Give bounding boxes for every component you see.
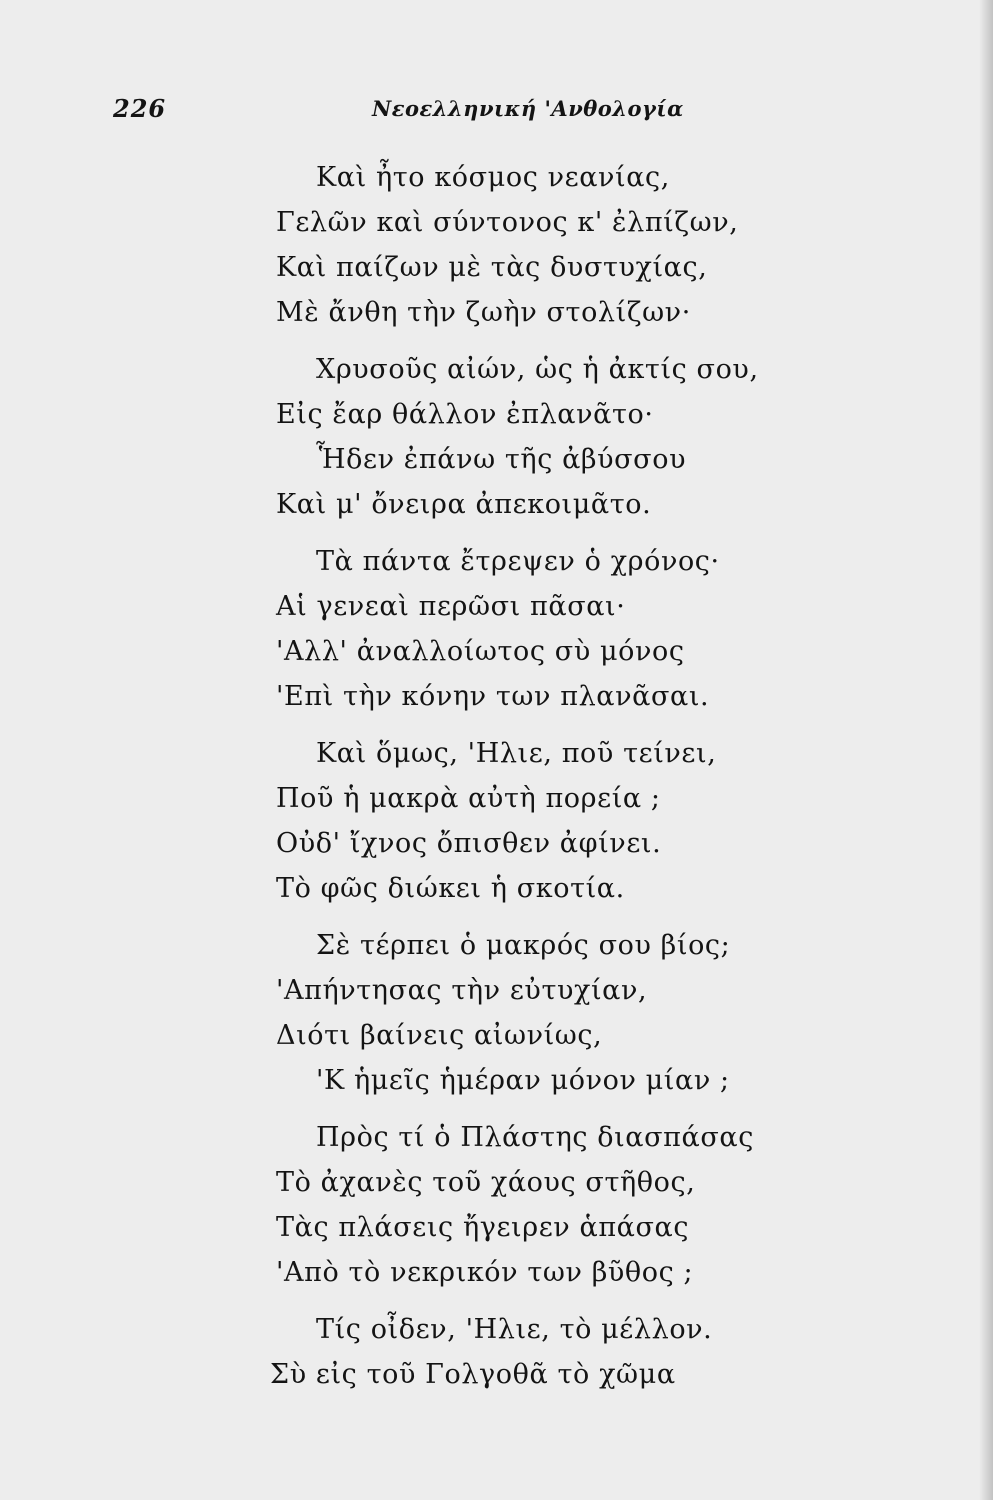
poem-line: 'Απὸ τὸ νεκρικόν των βῦθος ; — [276, 1257, 694, 1288]
poem-line: Χρυσοῦς αἰών, ὡς ἡ ἀκτίς σου, — [316, 354, 759, 385]
poem-line: Διότι βαίνεις αἰωνίως, — [276, 1020, 603, 1051]
poem-line: Ποῦ ἡ μακρὰ αὐτὴ πορεία ; — [276, 783, 661, 814]
poem-line: Οὐδ' ἴχνος ὄπισθεν ἀφίνει. — [276, 828, 662, 859]
poem-line: Ἧδεν ἐπάνω τῆς ἀβύσσου — [316, 444, 687, 475]
poem-line: Καὶ ἦτο κόσμος νεανίας, — [316, 162, 670, 193]
poem-line: Τὸ ἀχανὲς τοῦ χάους στῆθος, — [276, 1167, 696, 1198]
running-title: Νεοελληνική 'Ανθολογία — [372, 96, 684, 121]
poem-line: Σὲ τέρπει ὁ μακρός σου βίος; — [316, 930, 731, 961]
page-number: 226 — [113, 94, 167, 123]
poem-line: Πρὸς τί ὁ Πλάστης διασπάσας — [316, 1122, 754, 1153]
poem-line: Τὰς πλάσεις ἤγειρεν ἁπάσας — [276, 1212, 690, 1243]
poem-line: Σὺ εἰς τοῦ Γολγοθᾶ τὸ χῶμα — [270, 1359, 676, 1390]
poem-line: 'Επὶ τὴν κόνην των πλανᾶσαι. — [276, 681, 710, 712]
poem-line: Γελῶν καὶ σύντονος κ' ἐλπίζων, — [276, 207, 739, 238]
poem-line: Τὰ πάντα ἔτρεψεν ὁ χρόνος· — [316, 546, 720, 577]
poem-line: Καὶ μ' ὄνειρα ἀπεκοιμᾶτο. — [276, 489, 652, 520]
poem-line: Μὲ ἄνθη τὴν ζωὴν στολίζων· — [276, 297, 691, 328]
poem-line: Καὶ παίζων μὲ τὰς δυστυχίας, — [276, 252, 708, 283]
poem-line: 'Απήντησας τὴν εὐτυχίαν, — [276, 975, 648, 1006]
poem-line: 'Κ ἡμεῖς ἡμέραν μόνον μίαν ; — [316, 1065, 730, 1096]
poem-line: Εἰς ἔαρ θάλλον ἐπλανᾶτο· — [276, 399, 654, 430]
page-edge-shadow — [979, 0, 993, 1500]
poem-line: Τίς οἶδεν, 'Ηλιε, τὸ μέλλον. — [316, 1314, 713, 1345]
poem-line: Καὶ ὅμως, 'Ηλιε, ποῦ τείνει, — [316, 738, 717, 769]
poem-line: Αἱ γενεαὶ περῶσι πᾶσαι· — [276, 591, 626, 622]
poem-line: Τὸ φῶς διώκει ἡ σκοτία. — [276, 873, 625, 904]
poem-line: 'Αλλ' ἀναλλοίωτος σὺ μόνος — [276, 636, 685, 667]
